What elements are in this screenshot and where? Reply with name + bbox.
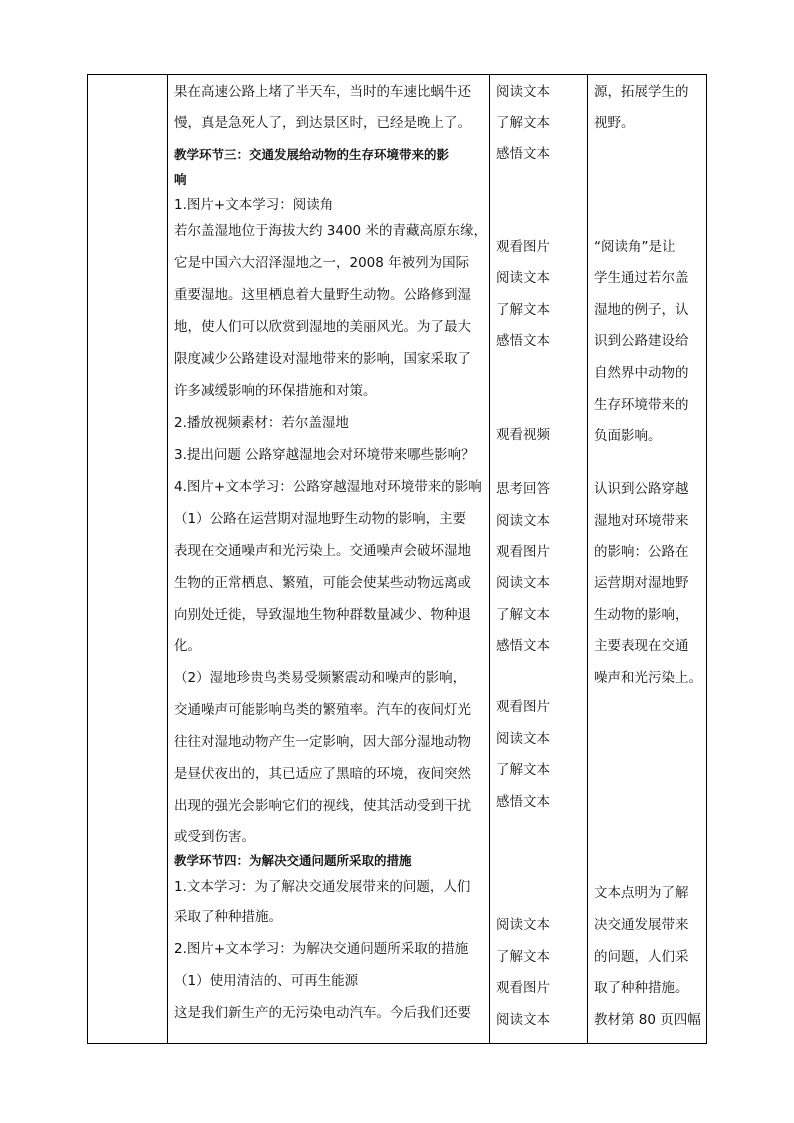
content-line: 许多减缓影响的环保措施和对策。	[174, 383, 377, 399]
content-line: 教学环节四：为解决交通问题所采取的措施	[174, 853, 412, 868]
intent-line: 运营期对湿地野	[594, 575, 689, 591]
intent-line: 的影响：公路在	[594, 544, 689, 560]
content-line: 教学环节三：交通发展给动物的生存环境带来的影	[174, 147, 450, 162]
activity-line: 阅读文本	[496, 270, 550, 286]
content-line: 限度减少公路建设对湿地带来的影响，国家采取了	[174, 351, 471, 367]
intent-line: 生动物的影响，	[594, 607, 689, 623]
content-line: （1）公路在运营期对湿地野生动物的影响，主要	[174, 511, 467, 527]
activity-line: 了解文本	[496, 302, 550, 318]
activity-line: 阅读文本	[496, 731, 550, 747]
content-line: （1）使用清洁的、可再生能源	[174, 973, 359, 989]
content-line: 表现在交通噪声和光污染上。交通噪声会破坏湿地	[174, 543, 471, 559]
intent-line: 湿地的例子，认	[594, 302, 689, 318]
content-line: 果在高速公路上堵了半天车，当时的车速比蜗牛还	[174, 84, 471, 100]
intent-line: 负面影响。	[594, 428, 662, 444]
content-line: 响	[174, 172, 187, 187]
activity-line: 阅读文本	[496, 917, 550, 933]
content-line: 1.文本学习：为了解决交通发展带来的问题，人们	[174, 879, 471, 895]
content-line: 重要湿地。这里栖息着大量野生动物。公路修到湿	[174, 287, 471, 303]
intent-line: 自然界中动物的	[594, 365, 689, 381]
intent-line: 教材第 80 页四幅	[594, 1012, 701, 1028]
activity-line: 思考回答	[496, 481, 550, 497]
activity-line: 阅读文本	[496, 84, 550, 100]
content-line: 2.播放视频素材：若尔盖湿地	[174, 415, 349, 431]
content-line: （2）湿地珍贵鸟类易受频繁震动和噪声的影响，	[174, 670, 467, 686]
content-line: 慢，真是急死人了，到达景区时，已经是晚上了。	[174, 115, 471, 131]
column-divider	[167, 75, 168, 1043]
activity-line: 阅读文本	[496, 1012, 550, 1028]
intent-line: 识到公路建设给	[594, 333, 689, 349]
activity-line: 观看图片	[496, 699, 550, 715]
content-line: 出现的强光会影响它们的视线，使其活动受到干扰	[174, 798, 471, 814]
content-line: 3.提出问题 公路穿越湿地会对环境带来哪些影响？	[174, 447, 475, 463]
intent-line: “阅读角”是让	[594, 239, 676, 255]
intent-line: 视野。	[594, 115, 635, 131]
column-divider	[489, 75, 490, 1043]
intent-line: 学生通过若尔盖	[594, 270, 689, 286]
activity-line: 感悟文本	[496, 146, 550, 162]
activity-line: 感悟文本	[496, 333, 550, 349]
activity-line: 观看图片	[496, 980, 550, 996]
intent-line: 噪声和光污染上。	[594, 670, 702, 686]
activity-line: 了解文本	[496, 762, 550, 778]
intent-line: 湿地对环境带来	[594, 513, 689, 529]
column-divider	[587, 75, 588, 1043]
content-line: 或受到伤害。	[174, 829, 255, 845]
content-line: 它是中国六大沼泽湿地之一，2008 年被列为国际	[174, 255, 470, 271]
activity-line: 感悟文本	[496, 794, 550, 810]
activity-line: 阅读文本	[496, 575, 550, 591]
intent-line: 文本点明为了解	[594, 885, 689, 901]
lesson-plan-table	[87, 74, 707, 1044]
intent-line: 决交通发展带来	[594, 917, 689, 933]
intent-line: 取了种种措施。	[594, 980, 689, 996]
activity-line: 感悟文本	[496, 638, 550, 654]
content-line: 采取了种种措施。	[174, 909, 282, 925]
content-line: 这是我们新生产的无污染电动汽车。今后我们还要	[174, 1005, 471, 1021]
activity-line: 观看图片	[496, 544, 550, 560]
intent-line: 生存环境带来的	[594, 397, 689, 413]
activity-line: 观看视频	[496, 427, 550, 443]
content-line: 生物的正常栖息、繁殖，可能会使某些动物远离或	[174, 575, 471, 591]
intent-line: 主要表现在交通	[594, 638, 689, 654]
content-line: 2.图片+文本学习：为解决交通问题所采取的措施	[174, 941, 469, 957]
content-line: 化。	[174, 638, 201, 654]
content-line: 是昼伏夜出的，其已适应了黑暗的环境，夜间突然	[174, 766, 471, 782]
activity-line: 阅读文本	[496, 513, 550, 529]
content-line: 若尔盖湿地位于海拔大约 3400 米的青藏高原东缘，	[174, 223, 487, 239]
activity-line: 了解文本	[496, 115, 550, 131]
activity-line: 了解文本	[496, 607, 550, 623]
intent-line: 的问题，人们采	[594, 949, 689, 965]
content-line: 往往对湿地动物产生一定影响，因大部分湿地动物	[174, 734, 471, 750]
content-line: 交通噪声可能影响鸟类的繁殖率。汽车的夜间灯光	[174, 702, 471, 718]
content-line: 4.图片+文本学习：公路穿越湿地对环境带来的影响	[174, 479, 482, 495]
activity-line: 了解文本	[496, 949, 550, 965]
content-line: 向别处迁徙，导致湿地生物种群数量减少、物种退	[174, 607, 471, 623]
activity-line: 观看图片	[496, 239, 550, 255]
content-line: 1.图片+文本学习：阅读角	[174, 197, 334, 213]
content-line: 地，使人们可以欣赏到湿地的美丽风光。为了最大	[174, 319, 471, 335]
intent-line: 认识到公路穿越	[594, 481, 689, 497]
intent-line: 源，拓展学生的	[594, 84, 689, 100]
